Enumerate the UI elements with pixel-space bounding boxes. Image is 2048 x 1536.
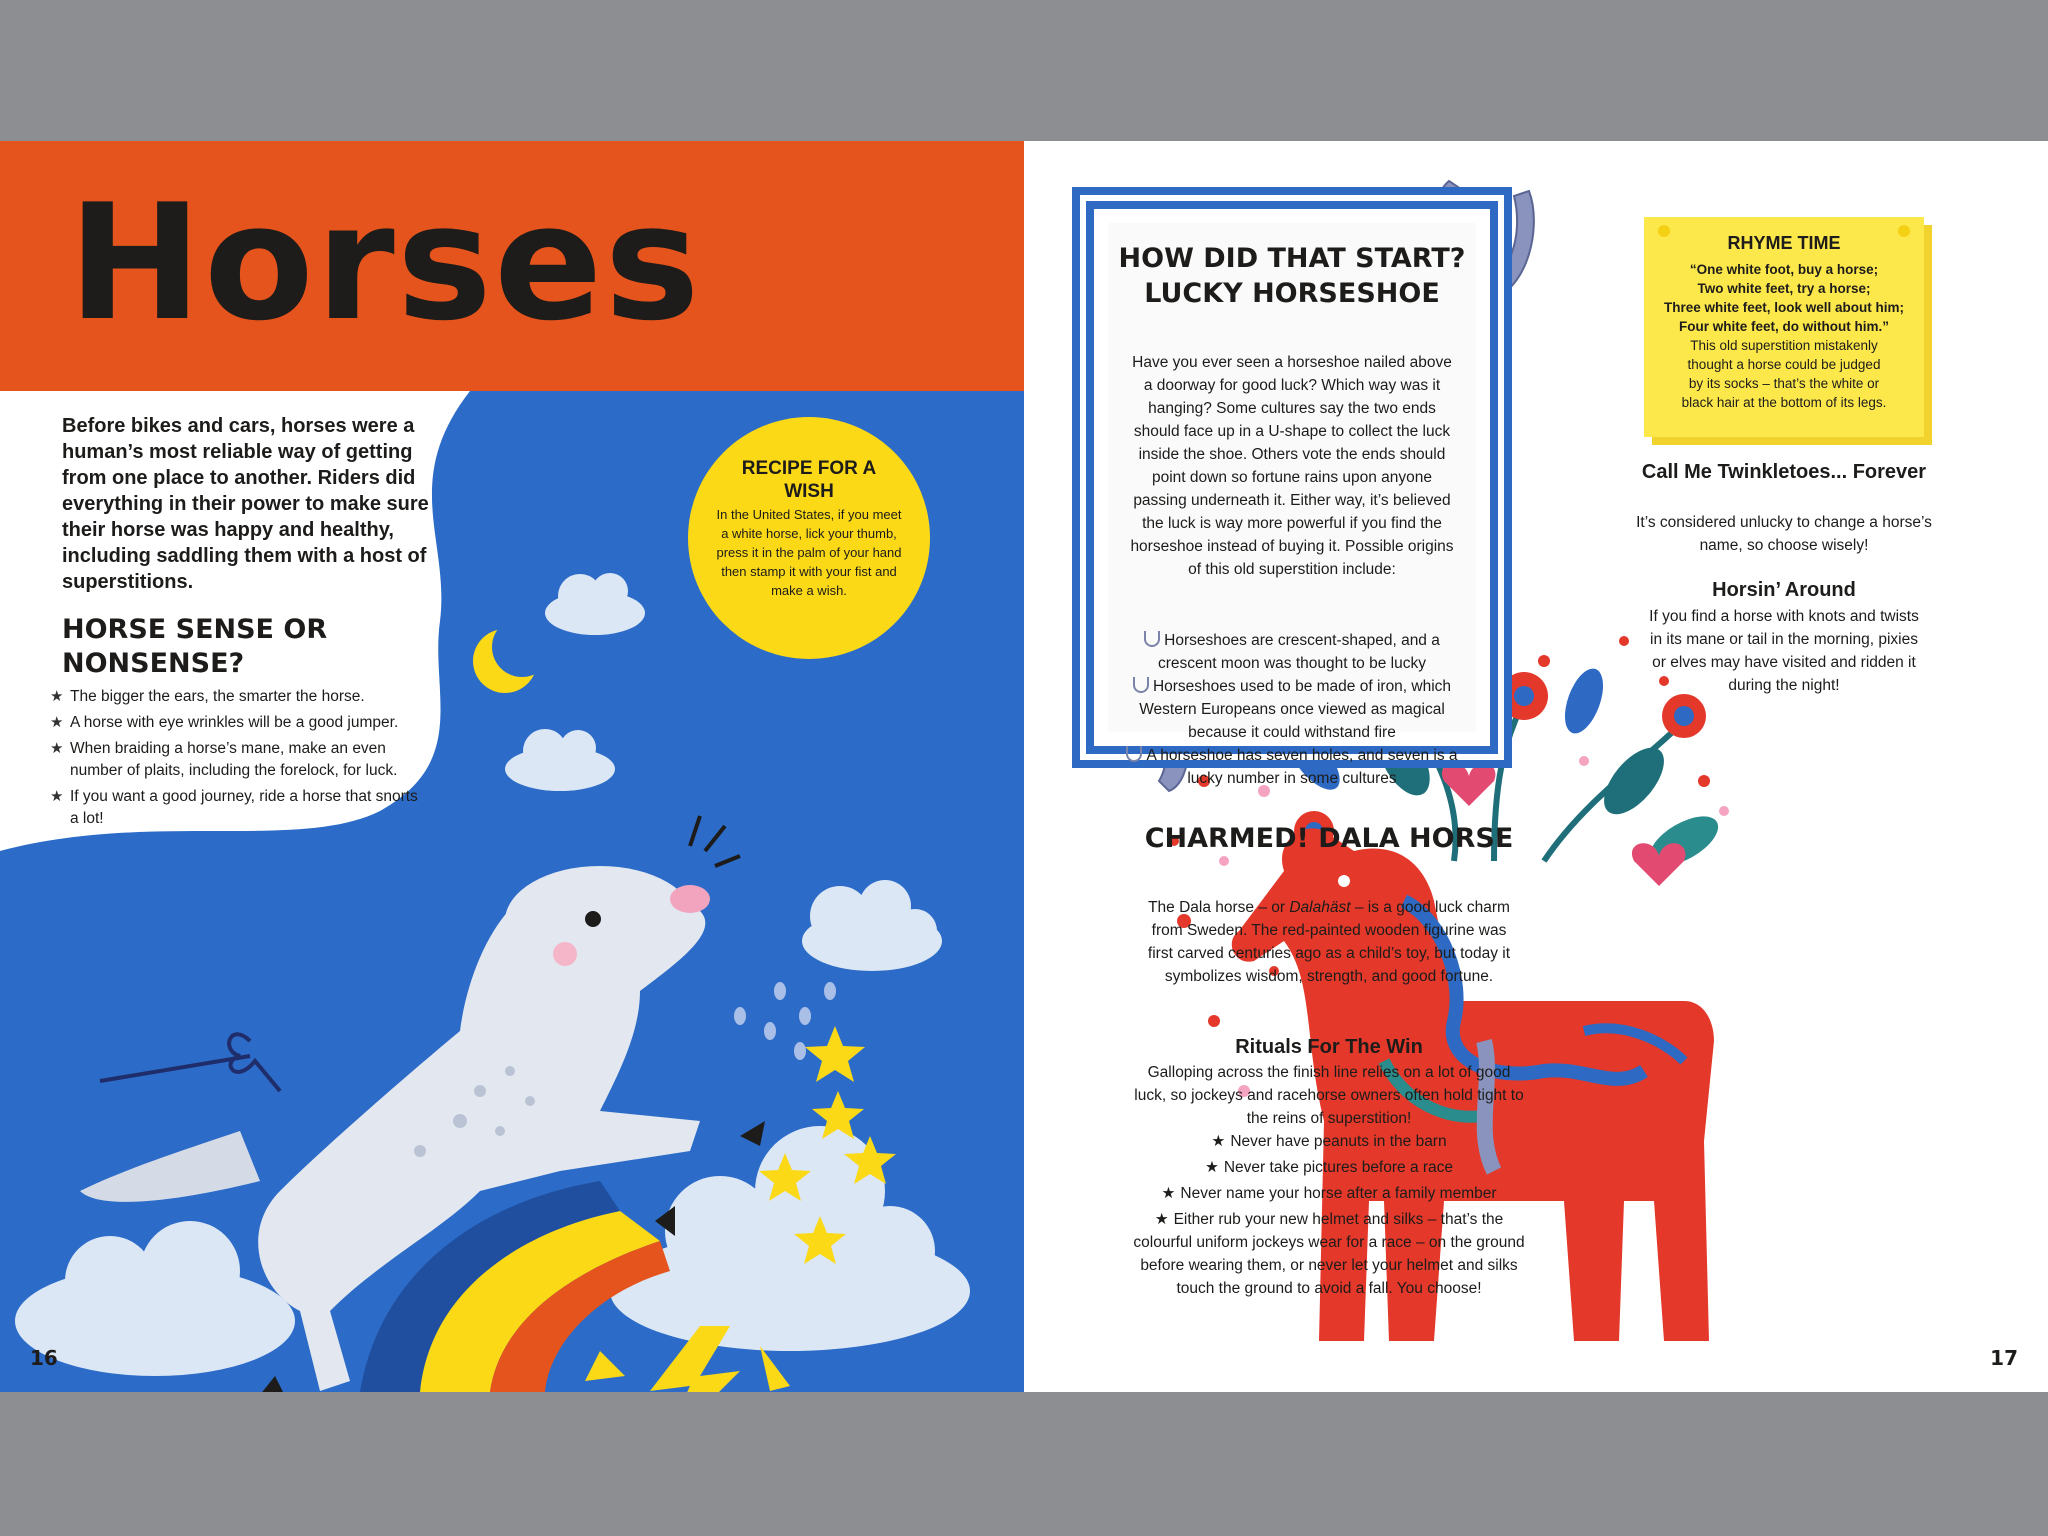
page-title: Horses bbox=[68, 169, 702, 356]
list-item: ★ Never name your horse after a family member bbox=[1161, 1185, 1497, 1202]
star-bullet-icon: ★ bbox=[50, 740, 64, 757]
sense-list bbox=[50, 686, 430, 834]
star-bullet-icon: ★ bbox=[1154, 1211, 1169, 1228]
list-item: ★ Never have peanuts in the barn bbox=[1211, 1133, 1447, 1150]
horseshoe-bullet-icon bbox=[1144, 631, 1160, 647]
rituals-text: Galloping across the finish line relies on a lot of good luck, so jockeys and racehorse owners often hold tight to the reins of superstition! bbox=[1134, 1064, 1524, 1127]
right-page bbox=[1024, 141, 2048, 1392]
star-bullet-icon: ★ bbox=[1204, 1159, 1219, 1176]
page-number: 17 bbox=[1990, 1346, 2018, 1370]
star-bullet-icon: ★ bbox=[50, 714, 64, 731]
horseshoe-bullet-icon bbox=[1133, 677, 1149, 693]
horseshoe-title: HOW DID THAT START? LUCKY HORSESHOE bbox=[1118, 243, 1466, 309]
pin-icon bbox=[1898, 225, 1910, 237]
book-spread bbox=[0, 141, 2048, 1392]
list-item-text: A horse with eye wrinkles will be a good jumper. bbox=[70, 714, 399, 731]
horsin-around-text: If you find a horse with knots and twists in its mane or tail in the morning, pixies or elves may have visited and ridden it during the night! bbox=[1649, 608, 1919, 694]
horsin-around-title: Horsin’ Around bbox=[1712, 579, 1856, 601]
dala-title: CHARMED! DALA HORSE bbox=[1144, 823, 1514, 854]
rhyme-line: “One white foot, buy a horse; bbox=[1689, 262, 1879, 277]
wish-callout bbox=[688, 417, 930, 659]
list-item-text: If you want a good journey, ride a horse that snorts a lot! bbox=[70, 788, 418, 827]
rhyme-text: This old superstition mistakenly thought a horse could be judged by its socks – that’s the white or black hair at the bottom of its legs. bbox=[1681, 338, 1887, 410]
star-bullet-icon: ★ bbox=[50, 688, 64, 705]
rhyme-line: Three white feet, look well about him; bbox=[1663, 300, 1905, 315]
star-bullet-icon: ★ bbox=[1161, 1185, 1176, 1202]
intro-paragraph: Before bikes and cars, horses were a human’s most reliable way of getting from one place to another. Riders did everything in their power to make sure their horse was happy and healthy, including saddling them with a host of superstitions. bbox=[62, 415, 429, 593]
horseshoe-text: Have you ever seen a horseshoe nailed above a doorway for good luck? Which way was it hanging? Some cultures say the two ends should face up in a U-shape to collect the luck inside the shoe. Others vote the ends should point down so fortune rains upon anyone passing underneath it. Either way, it’s believed the luck is way more powerful if you find the horseshoe instead of buying it. Possible origins of this old superstition include: bbox=[1130, 354, 1454, 578]
list-item bbox=[50, 786, 430, 830]
sense-heading: HORSE SENSE OR NONSENSE? bbox=[62, 614, 328, 679]
list-item bbox=[50, 738, 430, 782]
list-item: Horseshoes are crescent-shaped, and a crescent moon was thought to be lucky bbox=[1122, 629, 1462, 675]
wish-text: In the United States, if you meet a white horse, lick your thumb, press it in the palm of your hand then stamp it with your fist and make a wish. bbox=[716, 507, 902, 598]
page-number: 16 bbox=[30, 1346, 58, 1370]
list-item-text: When braiding a horse’s mane, make an even number of plaits, including the forelock, for luck. bbox=[70, 740, 398, 779]
title-band bbox=[0, 141, 1024, 391]
rhyme-note bbox=[1644, 217, 1924, 437]
list-item bbox=[50, 712, 430, 734]
rhyme-title: RHYME TIME bbox=[1727, 233, 1841, 253]
twinkletoes-text: It’s considered unlucky to change a horse’s name, so choose wisely! bbox=[1636, 514, 1932, 554]
twinkletoes-title: Call Me Twinkletoes... Forever bbox=[1641, 461, 1927, 483]
list-item-text: The bigger the ears, the smarter the horse. bbox=[70, 688, 365, 705]
list-item: ★ Either rub your new helmet and silks – that’s the colourful uniform jockeys wear for a race – on the ground before wearing them, or never let your helmet and silks touch the ground to avoid a fall. You choose! bbox=[1133, 1211, 1525, 1297]
rhyme-line: Four white feet, do without him.” bbox=[1679, 319, 1889, 334]
pin-icon bbox=[1658, 225, 1670, 237]
list-item: ★ Never take pictures before a race bbox=[1204, 1159, 1454, 1176]
list-item bbox=[50, 686, 430, 708]
dala-text: The Dala horse – or Dalahäst – is a good luck charm from Sweden. The red-painted wooden figurine was first carved centuries ago as a child’s toy, but today it symbolizes wisdom, strength, and good fortune. bbox=[1147, 899, 1511, 985]
horseshoe-list bbox=[1122, 629, 1462, 790]
list-item: Horseshoes used to be made of iron, which Western Europeans once viewed as magical because it could withstand fire bbox=[1122, 675, 1462, 744]
rituals-list bbox=[1124, 1130, 1534, 1303]
rhyme-line: Two white feet, try a horse; bbox=[1697, 281, 1871, 296]
rituals-title: Rituals For The Win bbox=[1235, 1036, 1423, 1058]
horseshoe-bullet-icon bbox=[1126, 746, 1142, 762]
list-item: A horseshoe has seven holes, and seven is a lucky number in some cultures bbox=[1122, 744, 1462, 790]
star-bullet-icon: ★ bbox=[50, 788, 64, 805]
left-page bbox=[0, 141, 1024, 1392]
wish-title: RECIPE FOR A WISH bbox=[741, 458, 877, 502]
horseshoe-box bbox=[1086, 201, 1498, 787]
star-bullet-icon: ★ bbox=[1211, 1133, 1226, 1150]
